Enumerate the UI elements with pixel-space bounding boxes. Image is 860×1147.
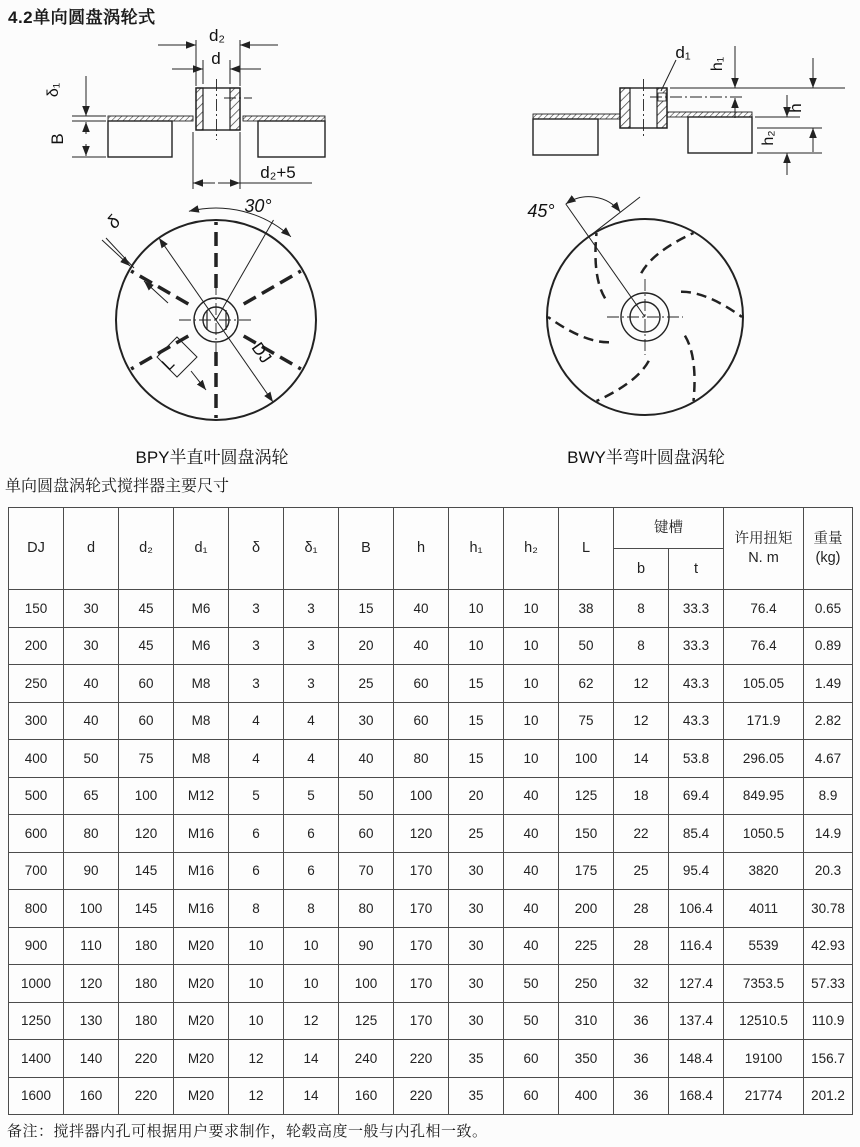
table-cell: 80 [64,815,119,853]
bpy-caption: BPY半直叶圆盘涡轮 [135,448,289,467]
table-cell: 170 [394,852,449,890]
table-cell: 80 [394,740,449,778]
table-cell: 350 [559,1040,614,1078]
technical-drawings [0,0,860,478]
table-cell: 69.4 [669,777,724,815]
table-cell: 8.9 [804,777,853,815]
table-cell: 90 [64,852,119,890]
table-cell: 300 [9,702,64,740]
table-cell: 0.89 [804,627,853,665]
table-cell: 12 [614,702,669,740]
table-cell: 30 [449,852,504,890]
col-header-B: B [339,508,394,590]
table-cell: 8 [229,890,284,928]
table-cell: 116.4 [669,927,724,965]
table-cell: 700 [9,852,64,890]
table-cell: M6 [174,590,229,628]
table-cell: 8 [284,890,339,928]
table-row [9,1040,853,1078]
table-cell: M20 [174,1077,229,1115]
table-cell: 45 [119,590,174,628]
table-cell: 35 [449,1077,504,1115]
table-cell: 42.93 [804,927,853,965]
table-cell: 43.3 [669,702,724,740]
blade-left [108,121,172,157]
table-cell: 170 [394,927,449,965]
table-cell: 53.8 [669,740,724,778]
table-cell: 140 [64,1040,119,1078]
disc-plate-right [667,112,752,117]
table-cell: 250 [9,665,64,703]
col-header-h1: h₁ [449,508,504,590]
table-row [9,927,853,965]
table-cell: 12510.5 [724,1002,804,1040]
right-section-view [533,43,845,175]
table-row [9,1002,853,1040]
table-cell: 220 [394,1077,449,1115]
table-cell: 1600 [9,1077,64,1115]
dim-label-DJ: DJ [247,338,276,367]
table-cell: 180 [119,927,174,965]
table-cell: 35 [449,1040,504,1078]
dim-label-30deg: 30° [244,196,272,216]
table-cell: 10 [504,590,559,628]
table-cell: 60 [504,1040,559,1078]
dim-label-d1: d₁ [675,43,691,62]
table-cell: 175 [559,852,614,890]
table-cell: 20.3 [804,852,853,890]
col-header-h2: h₂ [504,508,559,590]
table-cell: 12 [229,1077,284,1115]
table-cell: 400 [559,1077,614,1115]
table-cell: 220 [119,1040,174,1078]
table-cell: M8 [174,702,229,740]
table-cell: 100 [394,777,449,815]
table-cell: 5539 [724,927,804,965]
table-row [9,627,853,665]
table-cell: 148.4 [669,1040,724,1078]
torque-label: 许用扭矩 [734,531,793,548]
table-cell: 5 [284,777,339,815]
table-cell: 3 [284,590,339,628]
table-cell: 10 [229,965,284,1003]
hub-wall [230,88,240,130]
table-row [9,890,853,928]
table-cell: 14.9 [804,815,853,853]
table-cell: 127.4 [669,965,724,1003]
table-cell: 4 [229,702,284,740]
table-cell: 40 [504,890,559,928]
table-cell: 20 [449,777,504,815]
table-cell: 30 [449,965,504,1003]
table-cell: 10 [284,965,339,1003]
table-cell: 32 [614,965,669,1003]
table-cell: 60 [504,1077,559,1115]
table-row [9,740,853,778]
col-header-weight [804,508,853,590]
table-cell: 100 [119,777,174,815]
table-cell: 38 [559,590,614,628]
table-cell: 225 [559,927,614,965]
col-header-d: d [64,508,119,590]
table-cell: M20 [174,927,229,965]
table-cell: 150 [559,815,614,853]
table-cell: 1000 [9,965,64,1003]
table-cell: 60 [339,815,394,853]
table-cell: 30.78 [804,890,853,928]
table-cell: 160 [339,1077,394,1115]
table-cell: 900 [9,927,64,965]
table-cell: 40 [394,590,449,628]
dim-label-45deg: 45° [527,201,555,221]
table-cell: M20 [174,1040,229,1078]
table-cell: 28 [614,927,669,965]
table-cell: 33.3 [669,590,724,628]
col-header-keyway-t: t [669,549,724,590]
weight-label: 重量 [813,531,843,548]
table-row [9,777,853,815]
table-title: 单向圆盘涡轮式搅拌器主要尺寸 [5,478,230,495]
dimensions-table [8,507,853,1115]
table-cell: 201.2 [804,1077,853,1115]
table-cell: 4 [284,702,339,740]
dim-label-h2: h₂ [760,130,777,146]
table-cell: 296.05 [724,740,804,778]
dim-label-d2: d₂ [208,26,226,45]
table-cell: 5 [229,777,284,815]
blade-left [533,119,598,155]
bwy-front-view [527,197,743,415]
table-cell: 3 [229,665,284,703]
table-cell: 60 [394,702,449,740]
table-cell: 20 [339,627,394,665]
weight-unit: (kg) [815,549,841,566]
table-cell: 15 [449,665,504,703]
table-cell: 120 [394,815,449,853]
table-cell: 50 [339,777,394,815]
table-cell: 500 [9,777,64,815]
table-cell: 125 [559,777,614,815]
table-cell: 0.65 [804,590,853,628]
table-cell: 180 [119,1002,174,1040]
dim-label-delta1: δ₁ [45,82,62,98]
disc-plate-left [533,114,620,119]
dim-label-d2plus5: d₂+5 [260,163,296,182]
table-cell: 3 [229,590,284,628]
table-cell: 40 [339,740,394,778]
table-cell: 30 [64,627,119,665]
col-header-d2: d₂ [119,508,174,590]
table-cell: 62 [559,665,614,703]
col-header-delta1: δ₁ [284,508,339,590]
table-cell: 3820 [724,852,804,890]
table-cell: 12 [284,1002,339,1040]
table-cell: 10 [504,702,559,740]
table-cell: 220 [394,1040,449,1078]
table-cell: 170 [394,890,449,928]
col-header-delta: δ [229,508,284,590]
table-cell: 168.4 [669,1077,724,1115]
table-cell: 100 [339,965,394,1003]
table-cell: 40 [504,777,559,815]
table-cell: 33.3 [669,627,724,665]
col-header-d1: d₁ [174,508,229,590]
table-cell: 30 [449,1002,504,1040]
table-cell: 849.95 [724,777,804,815]
table-cell: 22 [614,815,669,853]
table-cell: 800 [9,890,64,928]
table-cell: M8 [174,665,229,703]
table-cell: 250 [559,965,614,1003]
table-cell: 60 [119,702,174,740]
table-row [9,1077,853,1115]
table-cell: 3 [229,627,284,665]
table-cell: 76.4 [724,627,804,665]
table-cell: 4 [229,740,284,778]
table-cell: 30 [339,702,394,740]
table-cell: 19100 [724,1040,804,1078]
table-cell: 10 [504,627,559,665]
hub-wall [196,88,203,130]
table-cell: 125 [339,1002,394,1040]
table-cell: 4.67 [804,740,853,778]
table-cell: 80 [339,890,394,928]
table-cell: 50 [504,1002,559,1040]
table-cell: 200 [559,890,614,928]
table-cell: 105.05 [724,665,804,703]
table-cell: 76.4 [724,590,804,628]
table-cell: 45 [119,627,174,665]
table-cell: 40 [504,852,559,890]
table-cell: 200 [9,627,64,665]
table-cell: 36 [614,1077,669,1115]
table-cell: M20 [174,1002,229,1040]
table-cell: 10 [284,927,339,965]
table-cell: 10 [504,740,559,778]
table-cell: 2.82 [804,702,853,740]
table-cell: 3 [284,627,339,665]
table-cell: 400 [9,740,64,778]
table-cell: 6 [229,815,284,853]
table-cell: 10 [449,627,504,665]
table-cell: 110.9 [804,1002,853,1040]
table-cell: 50 [559,627,614,665]
blade-right [688,117,752,153]
table-cell: 10 [449,590,504,628]
table-cell: 145 [119,890,174,928]
table-cell: 25 [449,815,504,853]
table-cell: 7353.5 [724,965,804,1003]
table-row [9,815,853,853]
table-cell: M16 [174,852,229,890]
table-header [9,508,853,590]
blade-right [258,121,325,157]
left-section-view [45,26,325,189]
table-cell: 170 [394,1002,449,1040]
table-cell: M12 [174,777,229,815]
table-cell: 120 [119,815,174,853]
table-cell: 180 [119,965,174,1003]
table-cell: 130 [64,1002,119,1040]
table-cell: 57.33 [804,965,853,1003]
dim-label-h: h [786,103,805,113]
table-cell: 43.3 [669,665,724,703]
hub-wall [620,88,630,128]
table-cell: 28 [614,890,669,928]
table-cell: 25 [614,852,669,890]
table-cell: 156.7 [804,1040,853,1078]
table-cell: 36 [614,1002,669,1040]
table-cell: 15 [339,590,394,628]
table-cell: 40 [504,927,559,965]
table-cell: M16 [174,815,229,853]
table-cell: M20 [174,965,229,1003]
table-cell: 21774 [724,1077,804,1115]
col-header-keyway-b: b [614,549,669,590]
table-cell: 100 [64,890,119,928]
table-row [9,665,853,703]
table-cell: 145 [119,852,174,890]
table-cell: 15 [449,702,504,740]
table-row [9,590,853,628]
page-title: 4.2单向圆盘涡轮式 [8,8,156,27]
table-cell: 171.9 [724,702,804,740]
table-cell: 40 [64,702,119,740]
table-cell: 1250 [9,1002,64,1040]
dim-label-L: L [158,354,179,375]
table-cell: 8 [614,627,669,665]
dim-label-B: B [48,133,67,145]
torque-unit: N. m [748,549,779,566]
disc-plate-left [108,116,193,121]
table-cell: 10 [229,1002,284,1040]
table-cell: 14 [284,1077,339,1115]
table-cell: 14 [284,1040,339,1078]
table-cell: 10 [504,665,559,703]
table-cell: 95.4 [669,852,724,890]
table-cell: 14 [614,740,669,778]
col-header-torque [724,508,804,590]
table-cell: 240 [339,1040,394,1078]
bpy-front-view [102,196,316,420]
table-row [9,852,853,890]
table-cell: 30 [64,590,119,628]
table-cell: 106.4 [669,890,724,928]
table-cell: 30 [449,890,504,928]
table-cell: 60 [119,665,174,703]
table-cell: M8 [174,740,229,778]
table-cell: 220 [119,1077,174,1115]
table-cell: 40 [394,627,449,665]
table-cell: 120 [64,965,119,1003]
table-body [9,590,853,1115]
table-cell: 137.4 [669,1002,724,1040]
dim-label-h1: h₁ [709,56,726,72]
table-cell: 65 [64,777,119,815]
col-header-keyway: 键槽 [614,508,724,549]
table-cell: 36 [614,1040,669,1078]
table-cell: 8 [614,590,669,628]
table-cell: 3 [284,665,339,703]
table-cell: 75 [559,702,614,740]
table-cell: 40 [504,815,559,853]
table-cell: 600 [9,815,64,853]
bwy-caption: BWY半弯叶圆盘涡轮 [567,448,725,467]
table-cell: 1400 [9,1040,64,1078]
table-cell: 40 [64,665,119,703]
table-cell: 6 [229,852,284,890]
table-cell: 18 [614,777,669,815]
table-cell: 6 [284,852,339,890]
table-cell: M16 [174,890,229,928]
table-cell: 6 [284,815,339,853]
dim-label-delta: δ [102,211,125,233]
table-cell: 50 [504,965,559,1003]
table-cell: 30 [449,927,504,965]
table-cell: 160 [64,1077,119,1115]
table-cell: 90 [339,927,394,965]
table-cell: M6 [174,627,229,665]
table-cell: 170 [394,965,449,1003]
table-cell: 310 [559,1002,614,1040]
table-cell: 15 [449,740,504,778]
table-row [9,965,853,1003]
table-cell: 12 [229,1040,284,1078]
table-cell: 1.49 [804,665,853,703]
table-cell: 75 [119,740,174,778]
table-cell: 85.4 [669,815,724,853]
col-header-dj: DJ [9,508,64,590]
table-cell: 110 [64,927,119,965]
table-cell: 10 [229,927,284,965]
table-cell: 4011 [724,890,804,928]
footnote: 备注：搅拌器内孔可根据用户要求制作，轮毂高度一般与内孔相一致。 [7,1123,488,1140]
col-header-h: h [394,508,449,590]
table-row [9,702,853,740]
table-cell: 50 [64,740,119,778]
table-cell: 60 [394,665,449,703]
table-cell: 100 [559,740,614,778]
col-header-L: L [559,508,614,590]
table-cell: 4 [284,740,339,778]
disc-plate-right [243,116,325,121]
table-cell: 12 [614,665,669,703]
table-cell: 1050.5 [724,815,804,853]
table-cell: 150 [9,590,64,628]
dim-label-d: d [211,49,221,68]
table-cell: 25 [339,665,394,703]
table-cell: 70 [339,852,394,890]
